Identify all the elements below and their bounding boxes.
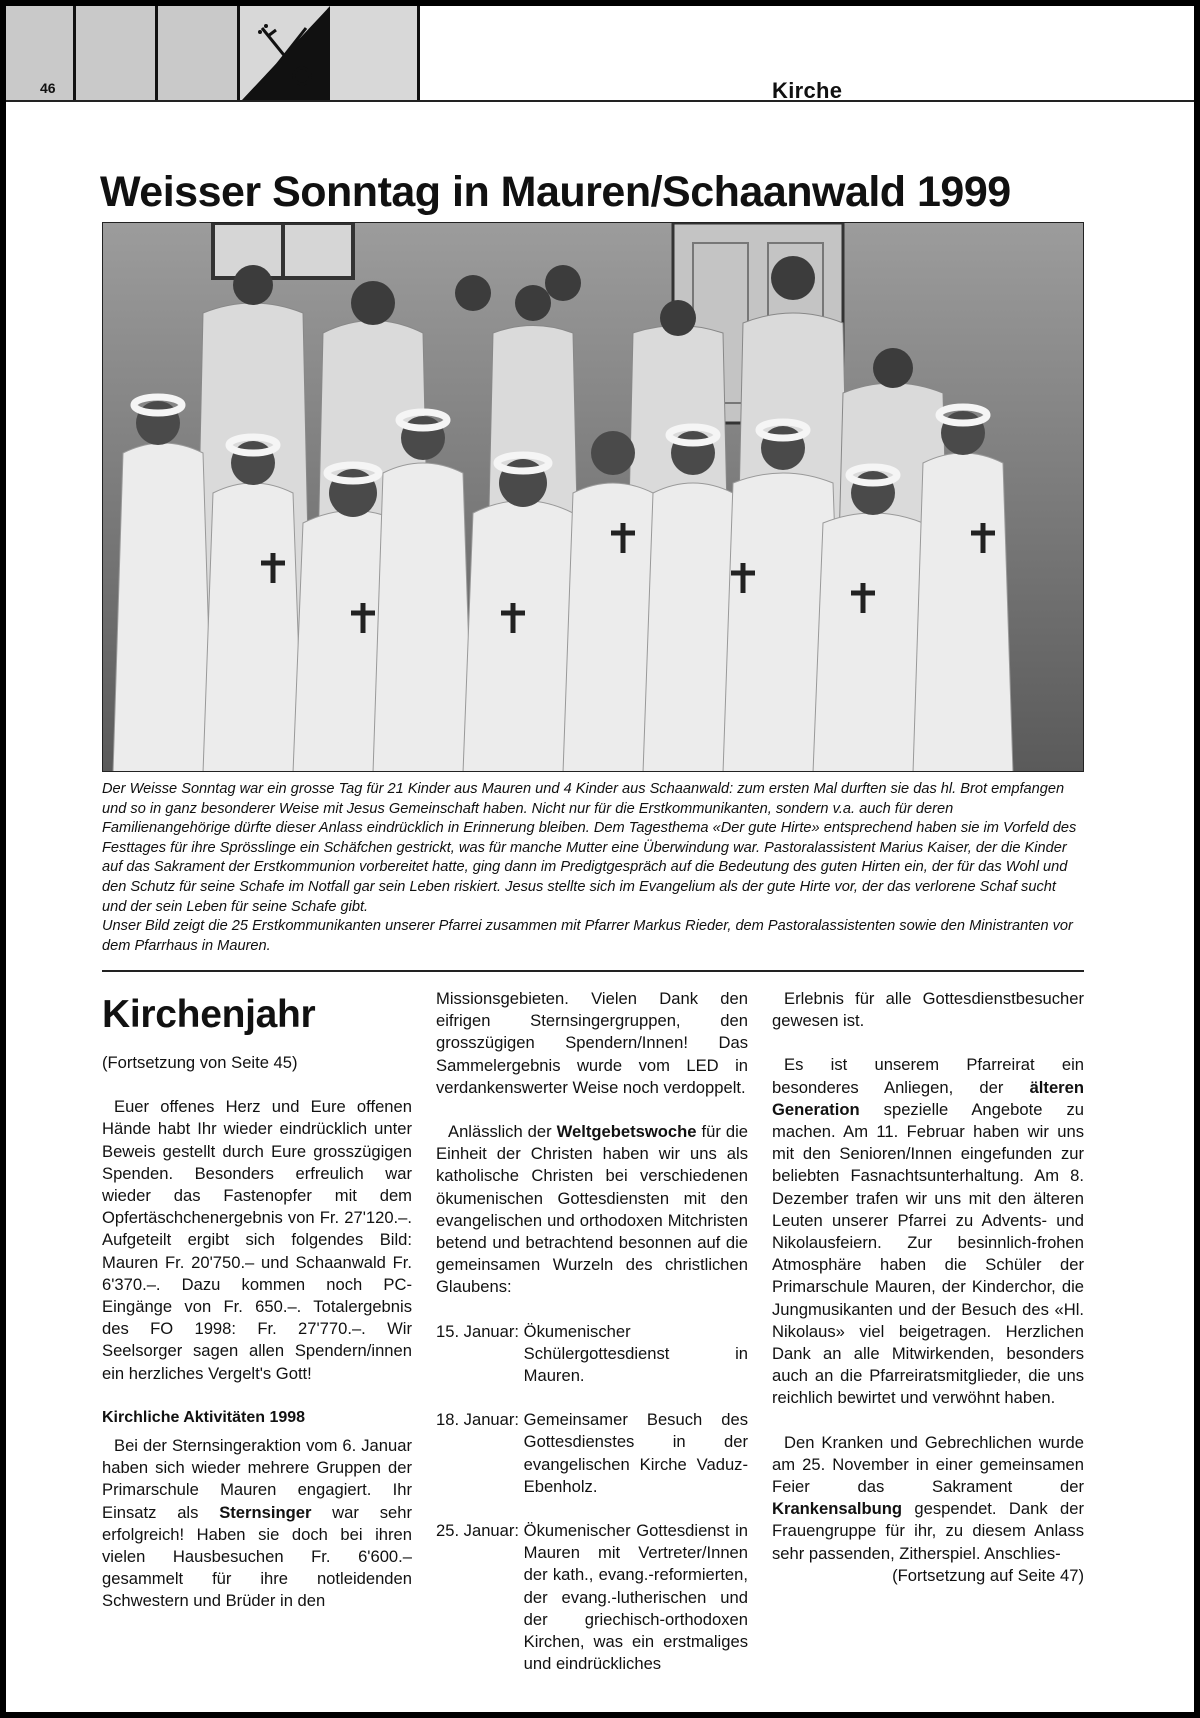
body-paragraph: Den Kranken und Gebrechlichen wurde am 25. November in einer gemeinsamen Feier das Sakrament der Krankensalbung gespendet. Dank der Frauengruppe für ihr, zu diesem Anlass sehr passenden, Zitherspiel. Anschlies-	[772, 1432, 1084, 1563]
subheading: Kirchliche Aktivitäten 1998	[102, 1408, 306, 1426]
event-item	[436, 1321, 748, 1388]
page-number: 46	[40, 80, 56, 96]
body-paragraph: Erlebnis für alle Gottesdienstbesucher gewesen ist.	[772, 989, 1084, 1031]
bold-term: Sternsinger	[219, 1502, 312, 1522]
body-paragraph: Euer offenes Herz und Eure offenen Hände habt Ihr wieder eindrücklich unter Beweis gestellt durch Eure grosszügigen Spenden. Besonders erfreulich war wieder das Fastenopfer mit dem Opfertäschchenergebnis von Fr. 27'120.–. Aufgeteilt ergibt sich folgendes Bild: Mauren Fr. 20'750.– und Schaanwald Fr. 6'370.–. Dazu kommen noch PC-Eingänge von Fr. 650.–. Totalergebnis des FO 1998: Fr. 27'770.–. Wir Seelsorger sagen allen Spendern/innen ein herzliches Vergelt's Gott!	[102, 1097, 412, 1383]
page-frame-left	[0, 0, 6, 1718]
event-text: Gemeinsamer Besuch des Gottesdienstes in der evangelischen Kirche Vaduz-Ebenholz.	[523, 1410, 748, 1496]
photo-caption	[102, 780, 1084, 956]
body-paragraph: Bei der Sternsingeraktion vom 6. Januar haben sich wieder mehrere Gruppen der Primarschule Mauren engagiert. Ihr Einsatz als Sternsinger war sehr erfolgreich! Haben sie doch bei ihren vielen Hausbesuchen Fr. 6'600.– gesammelt für ihre notleidenden Schwestern und Brüder in den	[102, 1436, 412, 1611]
kirchenjahr-title: Kirchenjahr	[102, 993, 316, 1036]
bold-term: älteren Generation	[772, 1077, 1084, 1119]
page-frame-bottom	[0, 1712, 1200, 1718]
section-divider	[102, 970, 1084, 972]
continued-to-note: (Fortsetzung auf Seite 47)	[892, 1565, 1084, 1585]
article-headline: Weisser Sonntag in Mauren/Schaanwald 1999	[100, 168, 1011, 216]
text-column-3	[772, 988, 1084, 1587]
continued-from-note: (Fortsetzung von Seite 45)	[102, 1053, 298, 1072]
body-paragraph: Es ist unserem Pfarreirat ein besonderes Anliegen, der älteren Generation spezielle Angebote zu machen. Am 11. Februar haben wir uns mit den Senioren/Innen eingefunden zur beliebten Fasnachtsunterhaltung. Am 8. Dezember trafen wir uns mit den älteren Leuten unserer Pfarrei zu Advents- und Nikolausfeiern. Zur besinnlich-frohen Atmosphäre haben die Schüler der Primarschule Mauren, der Kinderchor, die Jungmusikanten und der Besuch des «Hl. Nikolaus» viel beigetragen. Herzlichen Dank an alle Mitwirkenden, besonders auch an die Pfarreiratsmitglieder, die uns reichlich bewirtet und verwöhnt haben.	[772, 1055, 1084, 1408]
header-block	[330, 6, 420, 102]
event-date: 25. Januar:	[436, 1521, 520, 1541]
event-date: 18. Januar:	[436, 1410, 520, 1430]
group-photo	[102, 222, 1084, 772]
text-column-2	[436, 988, 748, 1697]
event-text: Ökumenischer Gottesdienst in Mauren mit Vertreter/Innen der kath., evang.-reformierten, der evang.-lutherischen und der griechisch-orthodoxen Kirchen, was ein erstmaliges und eindrückliches	[523, 1521, 748, 1674]
event-item	[436, 1520, 748, 1675]
bold-term: Weltgebetswoche	[556, 1122, 697, 1142]
header-block	[158, 6, 240, 102]
event-item	[436, 1409, 748, 1498]
body-paragraph: Missionsgebieten. Vielen Dank den eifrigen Sternsingergruppen, den grosszügigen Spendern/Innen! Das Sammelergebnis wurde vom LED in verdankenswerter Weise noch verdoppelt.	[436, 989, 748, 1097]
section-label: Kirche	[772, 78, 843, 103]
header-rule	[6, 100, 1194, 102]
event-text: Ökumenischer Schülergottesdienst in Mauren.	[523, 1321, 748, 1386]
bold-term: Krankensalbung	[772, 1499, 903, 1519]
first-communion-group-illustration	[103, 223, 1084, 772]
body-paragraph: Anlässlich der Weltgebetswoche für die Einheit der Christen haben wir uns als katholische Christen bei verschiedenen ökumenischen Gottesdiensten mit den evangelischen und orthodoxen Mitchristen betend und betrachtend besonnen auf die gemeinsamen Wurzeln des christlichen Glaubens:	[436, 1122, 748, 1297]
header-block	[76, 6, 158, 102]
event-date: 15. Januar:	[436, 1321, 520, 1341]
keys-emblem-icon	[240, 6, 330, 102]
caption-paragraph: Der Weisse Sonntag war ein grosse Tag für 21 Kinder aus Mauren und 4 Kinder aus Schaanwald: zum ersten Mal durften sie das hl. Brot empfangen und so in ganz besonderer Weise mit Jesus Gemeinschaft haben. Nicht nur für die Erstkommunikanten, sondern v.a. auch für deren Familienangehörige dürfte dieser Anlass eindrücklich in Erinnerung bleiben. Dem Tagesthema «Der gute Hirte» entsprechend haben sie im Vorfeld des Festtages für ihre Sprösslinge ein Schäfchen gestrickt, was für manche Mutter eine Überwindung war. Pastoralassistent Marius Kaiser, der die Kinder auf das Sakrament der Erstkommunion vorbereitet hatte, ging dann im Predigtgespräch auf die Bedeutung des guten Hirten ein, der für das Wohl und den Schutz für seine Schafe im Notfall gar sein Leben riskiert. Jesus stellte sich im Evangelium als der gute Hirte vor, der das verlorene Schaf sucht und der sein Leben für seine Schafe gibt.	[102, 781, 1077, 915]
text-column-1	[102, 988, 412, 1635]
page-frame-right	[1194, 0, 1200, 1718]
caption-paragraph: Unser Bild zeigt die 25 Erstkommunikanten unserer Pfarrei zusammen mit Pfarrer Markus Rieder, dem Pastoralassistenten sowie den Ministranten vor dem Pfarrhaus in Mauren.	[102, 918, 1073, 954]
